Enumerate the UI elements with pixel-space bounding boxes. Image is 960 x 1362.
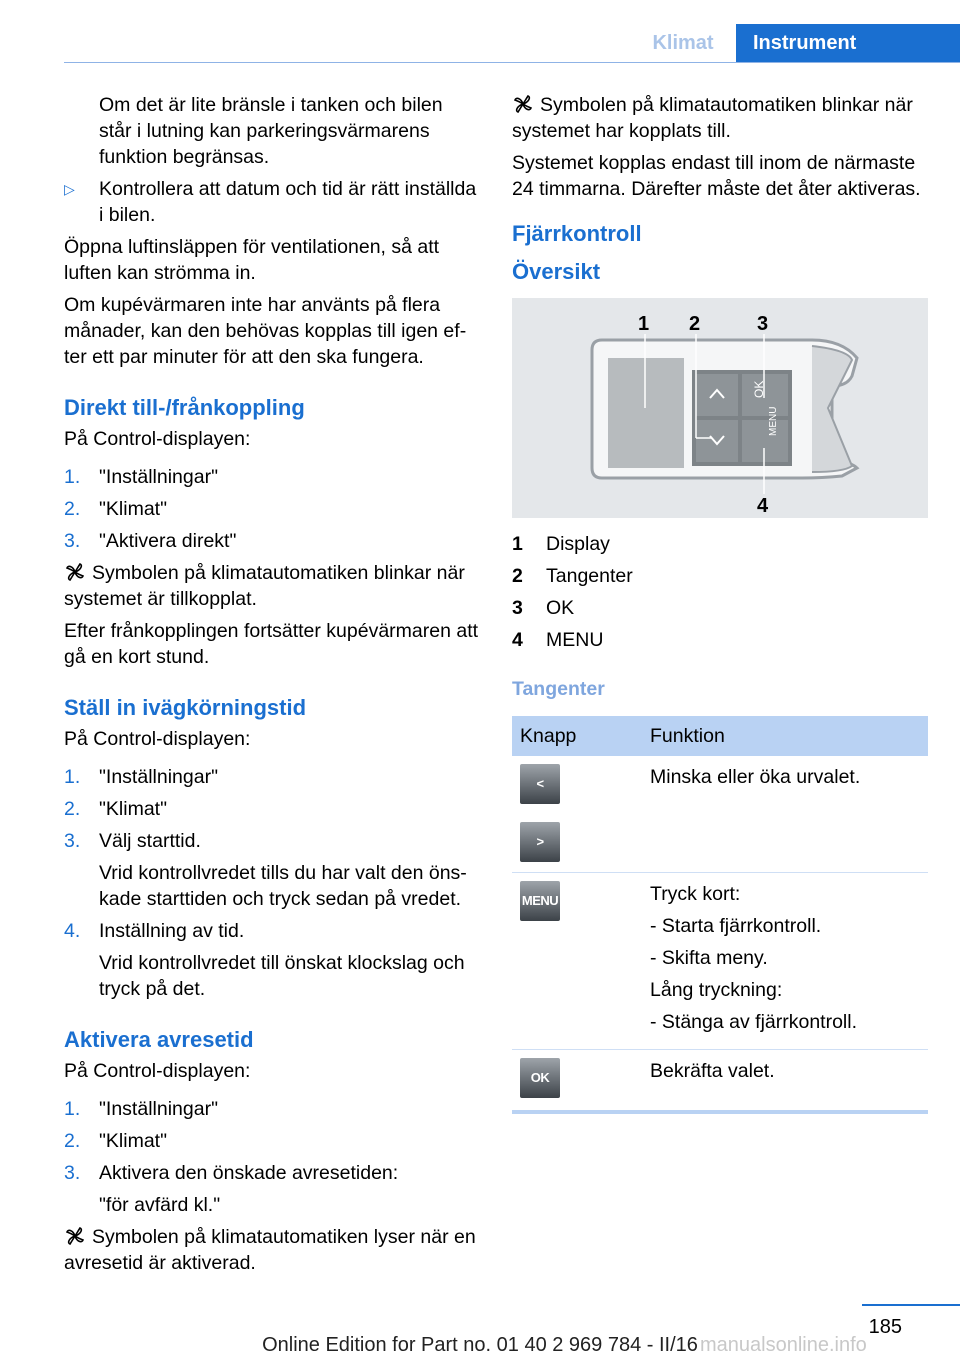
table-header-funktion: Funktion — [642, 716, 928, 756]
footer-edition: Online Edition for Part no. 01 40 2 969 784 - II/16 — [262, 1334, 698, 1356]
tab-instrument[interactable]: Instrument — [736, 24, 960, 62]
paragraph-heater: Om kupévärmaren inte har använts på flera månader, kan den behövas kopplas till igen efter ett par minuter för att den ska fungera. — [64, 294, 467, 368]
fan-icon — [64, 562, 86, 582]
table-cell: - Starta fjärrkontroll. — [650, 915, 822, 937]
step-item: 3. Välj starttid. — [64, 830, 201, 852]
section-intro: På Control-displayen: — [64, 428, 251, 450]
legend-item: 4 MENU — [512, 629, 604, 651]
tab-klimat[interactable]: Klimat — [630, 24, 736, 62]
step-item: 1. "Inställningar" — [64, 766, 218, 788]
page-number-rule — [862, 1304, 960, 1306]
paragraph-vents: Öppna luftinsläppen för ventilationen, så att luften kan strömma in. — [64, 236, 440, 284]
ok-key-icon: OK — [520, 1058, 560, 1098]
table-row — [512, 756, 928, 873]
menu-key-icon: MENU — [520, 881, 560, 921]
step-item: 2. "Klimat" — [64, 1130, 168, 1152]
paragraph-fuel: Om det är lite bränsle i tanken och bilen står i lutning kan parkeringsvärmarens funktion begränsas. — [99, 94, 443, 168]
table-cell: Tryck kort: — [650, 883, 741, 905]
note-lit: Symbolen på klimatautomatiken lyser när en avresetid är aktiverad. — [64, 1226, 476, 1274]
section-title-departure: Ställ in ivägkörningstid — [64, 695, 307, 720]
chevron-right-icon: > — [520, 822, 560, 862]
remote-control-illustration — [512, 298, 928, 518]
step-item: 2. "Klimat" — [64, 798, 168, 820]
figure-menu-key: MENU — [768, 406, 779, 436]
step-item: 1. "Inställningar" — [64, 1098, 218, 1120]
page-number: 185 — [868, 1316, 902, 1338]
bullet-text: Kontrollera att datum och tid är rätt inställda i bilen. — [99, 178, 477, 226]
figure-label: 1 — [638, 313, 650, 335]
step-item: 3. "Aktivera direkt" — [64, 530, 237, 552]
right-column — [512, 92, 928, 1114]
fan-icon — [64, 1226, 86, 1246]
figure-label: 2 — [689, 313, 701, 335]
table-cell: Minska eller öka urvalet. — [650, 766, 861, 788]
tangenter-subtitle: Tangenter — [512, 678, 605, 700]
note-blinking: Symbolen på klimatautomatiken blinkar när systemet är tillkopplat. — [64, 562, 465, 610]
figure-label: 3 — [757, 313, 769, 335]
chevron-left-icon: < — [520, 764, 560, 804]
watermark: manualsonline.info — [700, 1334, 867, 1356]
step-detail: Vrid kontrollvredet tills du har valt den önskade starttiden och tryck sedan på vredet. — [99, 862, 467, 910]
table-cell: Lång tryckning: — [650, 979, 783, 1001]
table-header-knapp: Knapp — [512, 716, 642, 756]
paragraph-24h: Systemet kopplas endast till inom de närmaste 24 timmarna. Därefter måste det åter aktiveras. — [512, 152, 921, 200]
table-bottom-rule — [512, 1110, 928, 1114]
section-intro: På Control-displayen: — [64, 728, 251, 750]
table-cell: - Skifta meny. — [650, 947, 768, 969]
section-title-direct: Direkt till-/frånkoppling — [64, 395, 305, 420]
table-row — [512, 873, 928, 1050]
figure-ok-key: OK — [752, 380, 766, 398]
paragraph-after-off: Efter frånkopplingen fortsätter kupévärmaren att gå en kort stund. — [64, 620, 479, 668]
table-cell: - Stänga av fjärrkontroll. — [650, 1011, 858, 1033]
step-item: 4. Inställning av tid. — [64, 920, 245, 942]
left-column — [64, 92, 479, 1282]
step-item: 1. "Inställningar" — [64, 466, 218, 488]
table-cell: Bekräfta valet. — [650, 1060, 775, 1082]
legend-item: 3 OK — [512, 597, 575, 619]
section-title-remote: Fjärrkontroll — [512, 221, 642, 246]
legend-item: 2 Tangenter — [512, 565, 633, 587]
step-detail: "för avfärd kl." — [99, 1194, 221, 1216]
fan-icon — [512, 94, 534, 114]
note-connected: Symbolen på klimatautomatiken blinkar när systemet har kopplats till. — [512, 94, 913, 142]
remote-control-figure — [512, 298, 928, 518]
step-detail: Vrid kontrollvredet till önskat klockslag och tryck på det. — [99, 952, 465, 1000]
figure-label: 4 — [757, 495, 769, 517]
bullet-marker: ▷ — [64, 181, 75, 197]
bullet-item — [64, 176, 479, 228]
section-title-activate: Aktivera avresetid — [64, 1027, 254, 1052]
section-title-overview: Översikt — [512, 259, 601, 284]
legend-item: 1 Display — [512, 533, 610, 555]
section-intro: På Control-displayen: — [64, 1060, 251, 1082]
table-row — [512, 1050, 928, 1109]
step-item: 3. Aktivera den önskade avresetiden: — [64, 1162, 399, 1184]
step-item: 2. "Klimat" — [64, 498, 168, 520]
keys-table — [512, 716, 928, 1108]
header-rule — [64, 62, 960, 63]
